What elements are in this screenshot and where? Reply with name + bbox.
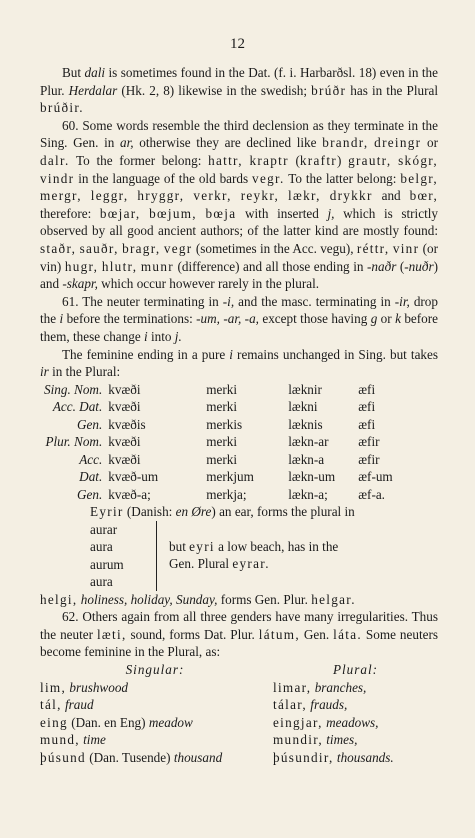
text-run: in the language of the old bards <box>74 170 253 186</box>
singular-entry <box>40 731 270 749</box>
text-run: sound, forms Dat. Plur. <box>126 626 259 642</box>
letter-i: i <box>59 311 64 327</box>
text-run: into <box>147 328 175 344</box>
word-dali: dali <box>84 65 106 80</box>
text-run: remains unchanged in Sing. but takes <box>232 346 439 362</box>
word-munr: munr <box>140 258 174 274</box>
plural-word: mundir, <box>273 732 323 748</box>
plural-gloss: meadows, <box>326 714 379 730</box>
singular-entry <box>40 679 270 697</box>
text-run: (or vin) <box>40 240 438 274</box>
paragraph-61 <box>40 293 438 346</box>
word-vinr: vinr <box>392 240 420 256</box>
singular-entry <box>40 749 270 767</box>
plural-word: þúsundir, <box>273 750 334 766</box>
declension-cell: merki <box>206 434 238 450</box>
declension-cell: læknis <box>288 416 323 432</box>
declension-cell: merki <box>206 451 238 467</box>
letter-i: i <box>229 346 233 362</box>
text-run: forms Gen. Plur. <box>217 591 312 607</box>
declension-cell: kvæði <box>108 434 141 450</box>
declension-cell: æf-um <box>358 469 393 485</box>
text-run: therefore: <box>40 205 100 221</box>
letter-j: j. <box>174 328 182 344</box>
word-boejar: bœjar, <box>99 205 141 221</box>
word-boer: bœr, <box>409 188 439 204</box>
plural-gloss: frauds, <box>310 697 348 713</box>
word-vegr-2: vegr <box>163 240 193 256</box>
declension-row <box>44 468 393 486</box>
terminations: -um, -ar, -a, <box>196 311 259 327</box>
text-run: (difference) and all those ending in <box>173 258 368 274</box>
declension-row <box>44 381 393 399</box>
text-run: ( <box>396 258 405 274</box>
text-run: except those having <box>258 311 371 327</box>
plural-entry <box>273 696 438 714</box>
singular-gloss: meadow <box>148 714 193 730</box>
text-run: ( <box>288 152 300 168</box>
word-belgr: belgr, <box>400 170 438 186</box>
paragraph-dali <box>40 64 438 117</box>
singular-gloss: thousand <box>173 750 223 766</box>
form-item: aura <box>90 539 113 555</box>
suffix-nadr: -naðr <box>367 258 397 274</box>
singular-word: þúsund <box>40 750 86 766</box>
declension-cell: æfi <box>358 399 376 415</box>
word-hugr: hugr, <box>64 258 99 274</box>
eyri-note <box>157 521 338 591</box>
word-laekr: lækr, <box>288 188 321 204</box>
form-item: aurar <box>90 521 118 537</box>
suffix-i: -i, <box>222 293 235 309</box>
word-herdalar: Herdalar <box>68 82 118 98</box>
singular-column <box>40 661 270 767</box>
text-run: Gen. <box>299 626 334 642</box>
word-grautr: grautr, <box>348 152 392 168</box>
plural-gloss: thousands. <box>336 750 394 766</box>
text-run: in the Plural: <box>48 364 121 380</box>
word-laeti: læti, <box>96 626 127 642</box>
suffix-ir: ir <box>40 364 49 380</box>
letter-j: j, <box>327 205 335 221</box>
page-number: 12 <box>230 36 245 52</box>
declension-row <box>44 486 393 504</box>
text-run: ) an ear, forms the plural in <box>211 504 355 520</box>
word-hryggr: hryggr, <box>137 188 185 204</box>
text-run: To the former belong: <box>69 152 209 168</box>
form-item: aura <box>90 574 113 590</box>
declension-row <box>44 451 393 469</box>
paragraph-60 <box>40 117 438 293</box>
text-run: The feminine ending in a pure <box>62 346 230 362</box>
text-run: To the latter belong: <box>284 170 401 186</box>
word-mergr: mergr, <box>40 188 82 204</box>
letter-k: k <box>395 311 401 327</box>
text-run: ) <box>336 152 349 168</box>
text-run: with inserted <box>236 205 328 221</box>
case-label: Dat. <box>79 469 103 485</box>
word-boejum: bœjum, <box>149 205 197 221</box>
suffix-nudr: -nuðr <box>404 258 434 274</box>
declension-cell: merkjum <box>206 469 254 485</box>
singular-word: tál, <box>40 697 62 713</box>
text-run: and the masc. terminating in <box>234 293 395 309</box>
plural-gloss: times, <box>326 732 358 748</box>
danish-note: (Dan. Tusende) <box>89 750 171 766</box>
word-vindr: vindr <box>40 170 75 186</box>
word-eyrir: Eyrir <box>90 504 124 520</box>
plural-column <box>273 661 438 767</box>
declension-cell: lækn-ar <box>288 434 329 450</box>
suffix-ir: -ir, <box>394 293 410 309</box>
text-run: but <box>169 538 190 554</box>
declension-cell: merki <box>206 381 238 397</box>
declension-row <box>44 416 393 434</box>
text-run: before them, these change <box>40 311 438 344</box>
text-run: even in the Plur. <box>40 65 438 98</box>
text-run: 61. The neuter terminating in <box>62 293 223 309</box>
text-run: (Danish: <box>123 504 176 520</box>
word-hlutr: hlutr, <box>101 258 138 274</box>
paragraph-62 <box>40 608 438 661</box>
declension-cell: merki <box>206 399 238 415</box>
singular-word: lim, <box>40 679 67 695</box>
declension-cell: æfir <box>358 451 380 467</box>
plural-heading: Plural: <box>332 662 379 678</box>
eyrir-lead <box>90 503 355 521</box>
case-label: Acc. Dat. <box>52 399 103 415</box>
text-run: or <box>421 135 439 151</box>
word-latum: látum, <box>258 626 300 642</box>
declension-cell: kvæði <box>108 399 141 415</box>
singular-word: mund, <box>40 732 80 748</box>
page-body <box>40 64 438 767</box>
case-label: Acc. <box>79 451 103 467</box>
plural-entry <box>273 679 438 697</box>
word-eyri: eyri <box>189 538 215 554</box>
word-kraptr: kraptr <box>249 152 289 168</box>
danish-gloss: en Øre <box>175 504 212 520</box>
text-run: and <box>372 188 410 204</box>
text-run: ) and <box>40 258 438 292</box>
text-run: otherwise they are declined like <box>133 135 323 151</box>
text-run: Some neuters become feminine in the Plural, as: <box>40 626 438 660</box>
word-bragr: bragr, <box>122 240 161 256</box>
declension-cell: æfi <box>358 381 376 397</box>
word-reykr: reykr, <box>240 188 280 204</box>
text-run: 62. Others again from all three genders have many irregularities. Thus the neuter <box>40 609 438 642</box>
word-hattr: hattr, <box>208 152 243 168</box>
word-helgi: helgi, <box>40 591 78 607</box>
word-brandr: brandr, <box>322 135 369 151</box>
declension-cell: lækni <box>288 399 318 415</box>
word-brudr: brúðr <box>311 82 347 98</box>
text-run: 60. Some words resemble the third declension as they terminate in the Sing. Gen. in <box>40 117 438 151</box>
declension-cell: kvæð-um <box>108 469 159 485</box>
text-run: is sometimes found in the Dat. (f. i. Harbarðsl. 18) <box>105 65 377 80</box>
declension-cell: kvæði <box>108 381 141 397</box>
singular-heading: Singular: <box>125 662 185 678</box>
word-brudir: brúðir. <box>40 100 84 116</box>
word-rettr: réttr, <box>356 240 390 256</box>
suffix-skapr: -skapr, <box>62 276 98 292</box>
helgi-gloss: holiness, holiday, Sunday, <box>80 591 218 607</box>
word-eyrar: eyrar. <box>232 556 270 572</box>
word-helgar: helgar. <box>311 591 356 607</box>
text-run: which is strictly observed by all good ancient authors; of the latter kind are mostly found: <box>40 205 438 239</box>
declension-cell: æfi <box>358 416 376 432</box>
letter-i: i <box>144 328 148 344</box>
word-dalr: dalr. <box>40 152 70 168</box>
text-run: or <box>377 311 396 327</box>
declension-row <box>44 433 393 451</box>
declension-row <box>44 398 393 416</box>
eyrir-block <box>90 503 438 521</box>
word-dreingr: dreingr <box>374 135 422 151</box>
declension-cell: kvæðis <box>108 416 146 432</box>
declension-cell: lækn-a; <box>288 486 328 502</box>
word-skogr: skógr, <box>398 152 438 168</box>
word-kraftr: kraftr <box>299 152 337 168</box>
word-lata: láta. <box>333 626 362 642</box>
word-leggr: leggr, <box>90 188 129 204</box>
eyrir-forms-block <box>78 521 438 591</box>
case-label: Gen. <box>76 416 103 432</box>
word-stadr: staðr, <box>40 240 77 256</box>
text-run: a low beach, has in the <box>214 538 339 554</box>
letter-g: g <box>370 311 378 327</box>
singular-gloss: fraud <box>64 697 94 713</box>
singular-gloss: time <box>83 732 106 748</box>
case-label: Plur. Nom. <box>45 434 103 450</box>
singular-gloss: brushwood <box>69 679 129 695</box>
text-run: drop the <box>40 293 438 327</box>
paragraph-helgi <box>40 591 438 609</box>
declension-cell: æf-a. <box>358 486 385 502</box>
word-drykkr: drykkr <box>329 188 373 204</box>
singular-entry <box>40 696 270 714</box>
plural-entry <box>273 731 438 749</box>
declension-cell: lækn-um <box>288 469 336 485</box>
text-run: Gen. Plural <box>169 556 233 572</box>
form-item: aurum <box>90 556 124 572</box>
word-verkr: verkr, <box>193 188 232 204</box>
text-run: which occur however rarely in the plural. <box>97 276 320 292</box>
declension-cell: kvæð-a; <box>108 486 151 502</box>
word-boeja: bœja <box>205 205 237 221</box>
text-run: has in the Plural <box>346 82 439 98</box>
plural-gloss: branches, <box>314 679 367 695</box>
text-run: But <box>62 65 85 80</box>
plural-word: tálar, <box>273 697 307 713</box>
case-label: Sing. Nom. <box>44 381 103 397</box>
plural-entry <box>273 749 438 767</box>
case-label: Gen. <box>76 486 103 502</box>
plural-word: eingjar, <box>273 714 323 730</box>
singular-word: eing <box>40 714 68 730</box>
declension-cell: æfir <box>358 434 380 450</box>
eyrir-forms <box>78 521 157 591</box>
singular-entry <box>40 714 270 732</box>
paragraph-feminine <box>40 346 438 381</box>
word-saudr: sauðr, <box>79 240 119 256</box>
declension-table <box>44 381 393 504</box>
plural-word: limar, <box>273 679 312 695</box>
declension-cell: læknir <box>288 381 322 397</box>
declension-cell: merkis <box>206 416 243 432</box>
text-run: (sometimes in the Acc. vegu), <box>192 240 357 256</box>
danish-note: (Dan. en Eng) <box>71 714 146 730</box>
word-vegr: vegr. <box>252 170 285 186</box>
plural-entry <box>273 714 438 732</box>
declension-cell: merkja; <box>206 486 247 502</box>
declension-cell: lækn-a <box>288 451 325 467</box>
text-run: before the terminations: <box>63 311 197 327</box>
word-ar: ar, <box>120 135 134 151</box>
text-run: (Hk. 2, 8) likewise in the swedish; <box>117 82 308 98</box>
declension-cell: kvæði <box>108 451 141 467</box>
singular-plural-columns <box>40 661 438 767</box>
